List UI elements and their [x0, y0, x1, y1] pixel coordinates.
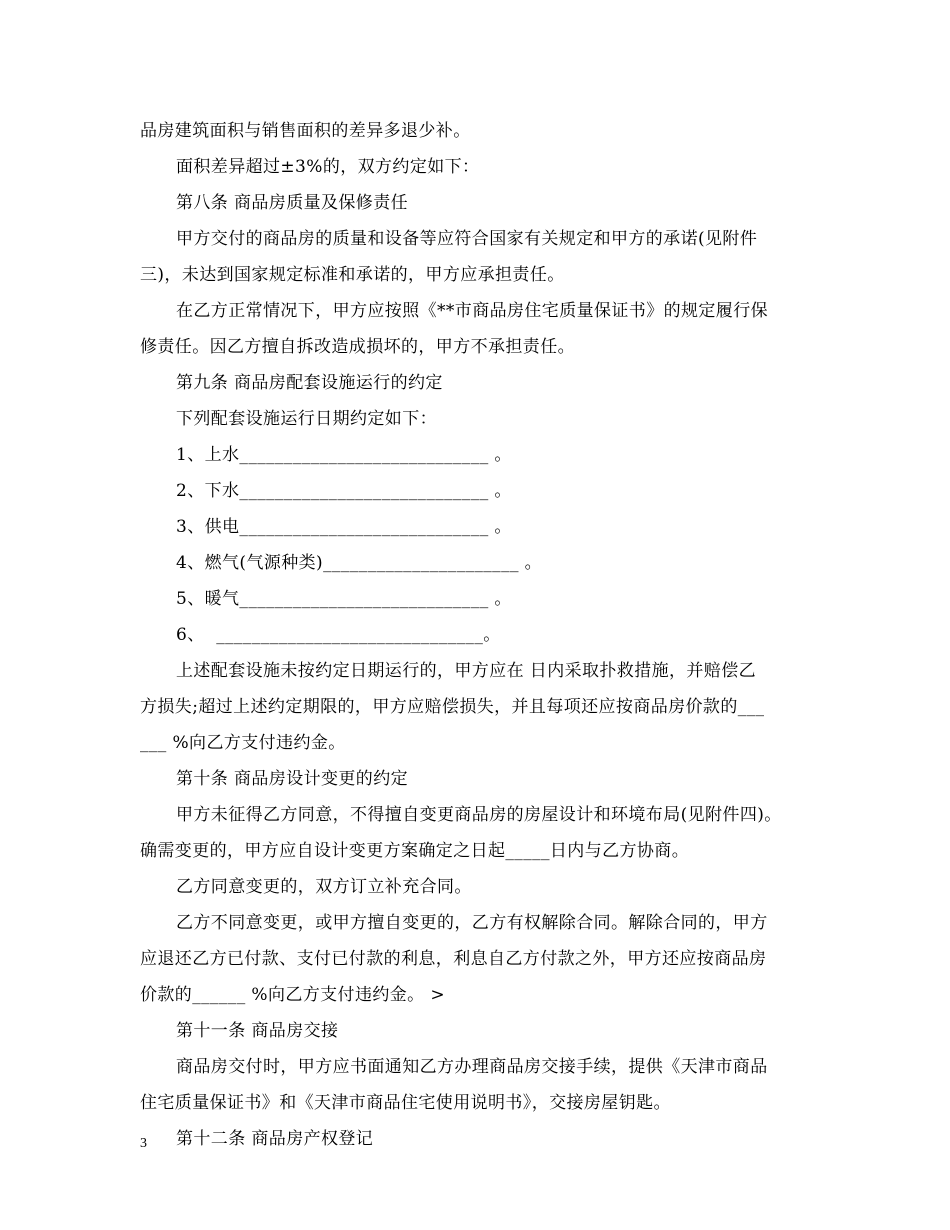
text-line: ___ %向乙方支付违约金。	[140, 733, 346, 753]
text-line: 价款的______ %向乙方支付违约金。 >	[140, 985, 446, 1005]
list-item: 5、暖气____________________________ 。	[176, 589, 512, 609]
section-heading: 第十一条 商品房交接	[176, 1021, 339, 1041]
contract-body	[140, 113, 818, 1157]
text-line: 上述配套设施未按约定日期运行的，甲方应在 日内采取扑救措施，并赔偿乙	[176, 661, 757, 681]
text-line: 品房建筑面积与销售面积的差异多退少补。	[140, 121, 471, 141]
text-line: 乙方同意变更的，双方订立补充合同。	[176, 877, 472, 897]
text-line: 甲方未征得乙方同意，不得擅自变更商品房的房屋设计和环境布局(见附件四)。	[176, 805, 782, 825]
page-number: 3	[140, 1136, 147, 1151]
text-line: 住宅质量保证书》和《天津市商品住宅使用说明书》，交接房屋钥匙。	[140, 1093, 671, 1113]
text-line: 下列配套设施运行日期约定如下：	[176, 409, 437, 429]
list-item: 2、下水____________________________ 。	[176, 481, 512, 501]
text-line: 商品房交付时，甲方应书面通知乙方办理商品房交接手续，提供《天津市商品	[176, 1057, 768, 1077]
text-line: 应退还乙方已付款、支付已付款的利息，利息自乙方付款之外，甲方还应按商品房	[140, 949, 767, 969]
text-line: 面积差异超过±3%的，双方约定如下：	[176, 157, 480, 177]
section-heading: 第十二条 商品房产权登记	[176, 1129, 374, 1149]
text-line: 确需变更的，甲方应自设计变更方案确定之日起_____日内与乙方协商。	[140, 841, 690, 861]
text-line: 修责任。因乙方擅自拆改造成损坏的，甲方不承担责任。	[140, 337, 575, 357]
list-item: 1、上水____________________________ 。	[176, 445, 512, 465]
text-line: 甲方交付的商品房的质量和设备等应符合国家有关规定和甲方的承诺(见附件	[176, 229, 758, 249]
text-line: 乙方不同意变更，或甲方擅自变更的，乙方有权解除合同。解除合同的，甲方	[176, 913, 768, 933]
text-line: 方损失;超过上述约定期限的，甲方应赔偿损失，并且每项还应按商品房价款的___	[140, 697, 765, 717]
section-heading: 第九条 商品房配套设施运行的约定	[176, 373, 443, 393]
list-item: 3、供电____________________________ 。	[176, 517, 512, 537]
text-line: 在乙方正常情况下，甲方应按照《**市商品房住宅质量保证书》的规定履行保	[176, 301, 768, 321]
text-line: 三)，未达到国家规定标准和承诺的，甲方应承担责任。	[140, 265, 565, 285]
list-item: 6、 ______________________________。	[176, 625, 501, 645]
section-heading: 第十条 商品房设计变更的约定	[176, 769, 409, 789]
list-item: 4、燃气(气源种类)______________________ 。	[176, 553, 543, 573]
section-heading: 第八条 商品房质量及保修责任	[176, 193, 409, 213]
